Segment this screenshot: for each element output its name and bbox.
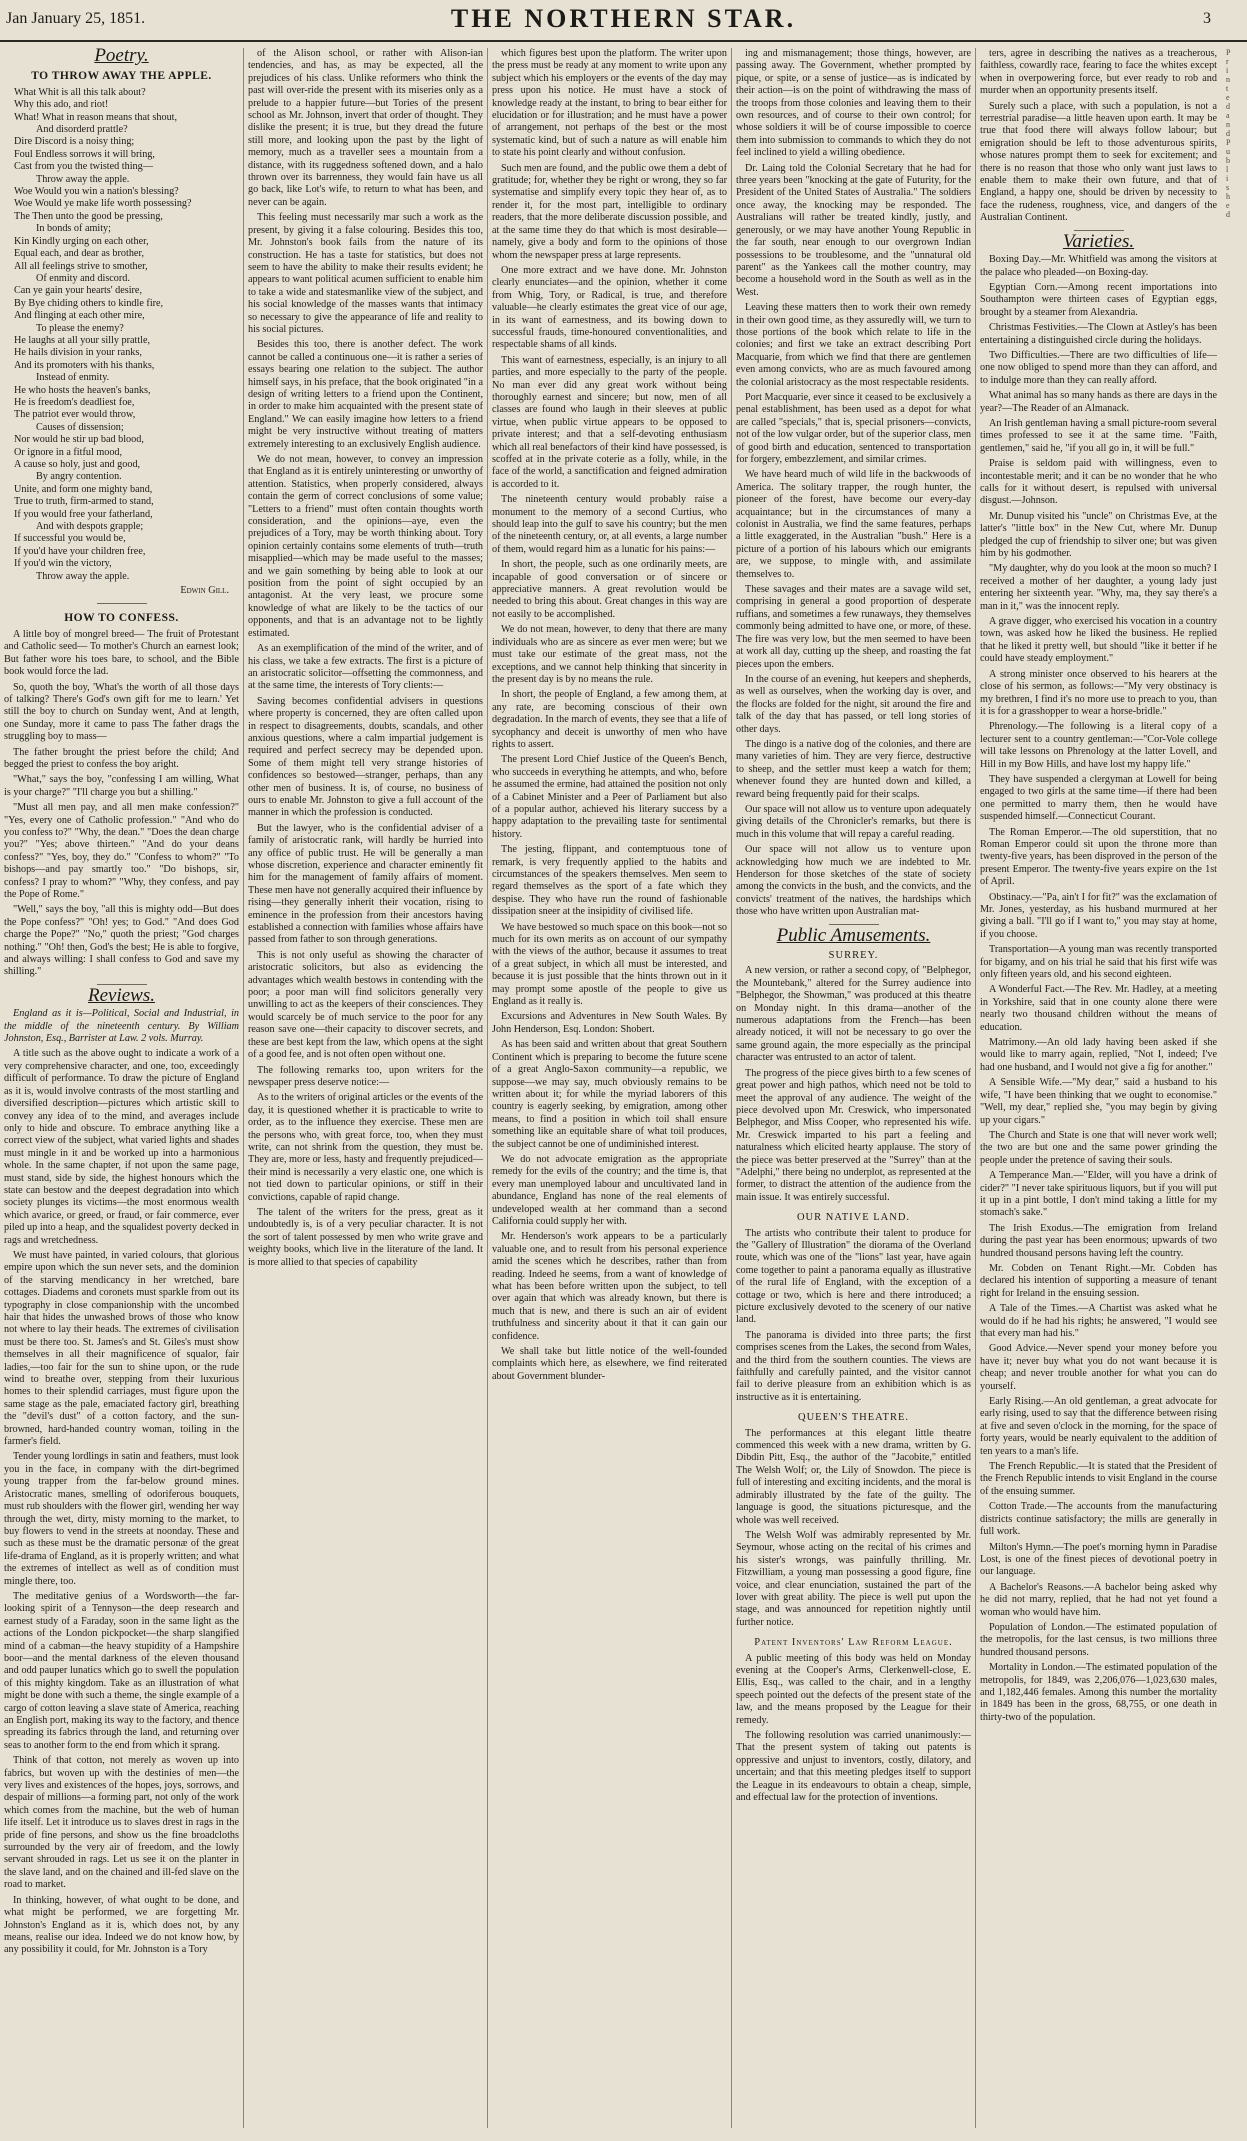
poem-line: To please the enemy? (36, 322, 124, 334)
column-1 (4, 48, 239, 2128)
variety-item: Obstinacy.—"Pa, ain't I for fit?" was the exclamation of Mr. Jones, yesterday, as his husband murmured at her giving a ball. "I'll go if I want to," you may stay at home, if you choose. (980, 891, 1217, 940)
variety-item: Boxing Day.—Mr. Whitfield was among the visitors at the palace who pleaded—on Boxing-day. (980, 254, 1217, 278)
variety-item: Phrenology.—The following is a literal copy of a lecturer sent to a country gentleman:—"Cor-Vole college will take lessons on Phrenology at the latter Lovell, and Hill in my Bow Hills, and have lost my happy life." (980, 721, 1217, 770)
paragraph: Our space will not allow us to venture upon adequately giving details of the Chronicler's remarks, but there is much in this volume that will repay a careful reading. (736, 803, 971, 840)
patent-text (736, 1653, 971, 1805)
variety-item: A Tale of the Times.—A Chartist was asked what he would do if he had his rights; he answered, "I would see that every man had his." (980, 1303, 1217, 1339)
variety-item: The Church and State is one that will never work well; the two are but one and the same power grinding the people under the pretence of saving their souls. (980, 1129, 1217, 1166)
variety-item: The Irish Exodus.—The emigration from Ireland during the past year has been enormous; upwards of two hundred thousand persons having left the country. (980, 1222, 1217, 1259)
paragraph: Tender young lordlings in satin and feathers, must look you in the face, in company with the dirt-begrimed young trapper from the far-below ground mines. Aristocratic manes, smelling of odoriferous bouquets, must rub shoulders with the flower girl, wending her way through the wet, dirty, misty morning to the market, to buy flowers to vend in the streets at noonday. These and such as these must be the dramatic personæ of the great life-drama of England, as it is properly written; and what the extremes of intellect as well as of condition must mingle there, too. (4, 1451, 239, 1587)
paragraph: In thinking, however, of what ought to be done, and what might be performed, we are forgetting Mr. Johnston's England as it is, which does not, by any means, realise our idea. Indeed we do not know how, by any possibility it could, for Mr. Johnston is a Tory (4, 1894, 239, 1956)
paragraph: The Welsh Wolf was admirably represented by Mr. Seymour, whose acting on the recital of his crimes and his sister's wrongs, was painfully thrilling. Mr. Fitzwilliam, a young man possessing a good figure, fine voice, and clear enunciation, sustained the part of the lover with great ability. The piece is well put upon the stage, and was announced for repetition nightly until further notice. (736, 1529, 971, 1628)
paragraph: "What," says the boy, "confessing I am willing, What is your charge?" "I'll charge you but a shilling." (4, 774, 239, 798)
margin-letter: r (1226, 57, 1229, 66)
paragraph: The jesting, flippant, and contemptuous tone of remark, is very frequently applied to the habits and circumstances of the speakers themselves. Men seem to regard themselves as the sport of a fate which they despise. They who have run the round of fashionable dissipation sneer at the insipidity of civilised life. (492, 844, 727, 918)
column-rule (975, 48, 976, 2128)
margin-letter: P (1226, 48, 1231, 57)
margin-letter: u (1226, 147, 1230, 156)
column-3-text (492, 48, 727, 1383)
column-2-text (248, 48, 483, 1269)
paragraph: As an exemplification of the mind of the writer, and of his class, we take a few extracts. The first is a picture of an aristocratic solicitor—offsetting the commonness, and at the same time, the interests of Tory clients:— (248, 643, 483, 692)
varieties-list (980, 254, 1217, 1724)
paragraph: A public meeting of this body was held on Monday evening at the Cooper's Arms, Clerkenwell-close, E. Ellis, Esq., was called to the chair, and in a lengthy speech pointed out the defects of the present state of the law, and the means proposed by the League for their remedy. (736, 1652, 971, 1726)
public-amusements-heading: Public Amusements. (776, 924, 931, 946)
poem-line: True to truth, firm-armed to stand, (14, 496, 154, 508)
poem-line: If you'd have your children free, (14, 545, 146, 557)
margin-letter: h (1226, 192, 1230, 201)
margin-letter: e (1226, 93, 1230, 102)
variety-item: Mr. Dunup visited his "uncle" on Christmas Eve, at the latter's "little box" in the New Cut, where Mr. Dunup pledged the cup of friendship to silver one; but was given him by his godmother. (980, 510, 1217, 560)
poem-title: TO THROW AWAY THE APPLE. (31, 70, 212, 83)
variety-item: A Wonderful Fact.—The Rev. Mr. Hadley, at a meeting in Yorkshire, said that in one county alone there were nearly two thousand children without the means of education. (980, 984, 1217, 1033)
poem-line: Or ignore in a fitful mood, (14, 446, 123, 458)
paragraph: But the lawyer, who is the confidential adviser of a family of aristocratic rank, will hardly be hurried into any office of public trust. He will be generally a man whose discretion, experience and character eminently fit him for the management of family affairs of moment. These men have not generally acquired their influence by rising—they generally inherit their vocation, rising to eminence in the profession from their ancestors having established a connection with families whose affairs have passed from father to son through generations. (248, 822, 483, 946)
poem-line: Of enmity and discord. (36, 272, 130, 284)
poem-line: If successful you would be, (14, 533, 126, 545)
paragraph: The performances at this elegant little theatre commenced this week with a new drama, written by G. Dibdin Pitt, Esq., the author of the "Jacobite," entitled The Welsh Wolf; or, the Lily of Snowdon. The piece is full of interesting and exciting incidents, and the moral is admirably illustrated by the fate of the guilty. The language is good, the situations picturesque, and the whole was well received. (736, 1427, 971, 1526)
margin-letter: b (1226, 156, 1230, 165)
paragraph: We do not advocate emigration as the appropriate remedy for the evils of the country; and the time is, that every man unemployed labour and uncultivated land in abundance, England has none of the real elements of undeveloped wealth at her command than a second California could supply her with. (492, 1153, 727, 1227)
poem-line: All all feelings strive to smother, (14, 260, 148, 272)
margin-letter: d (1226, 129, 1230, 138)
paragraph: Leaving these matters then to work their own remedy in their own good time, as they assuredly will, we turn to those portions of the book which relate to life in the colonies; and first we take an extract describing Port Macquarie, from which we find that there are gentlemen even among convicts, who are as much favoured among the colonial aristocracy as the most respectable residents. (736, 302, 971, 388)
poem-line: Equal each, and dear as brother, (14, 248, 144, 260)
paragraph: A little boy of mongrel breed— The fruit of Protestant and Catholic seed— To mother's Church an earnest look; But father wore his toes bare, to school, and the Bible book would force the lad. (4, 628, 239, 678)
poem-line: If you'd win the victory, (14, 558, 112, 570)
column-5 (980, 48, 1217, 2128)
paragraph: ing and mismanagement; those things, however, are passing away. The Government, whether prompted by pique, or spite, or a sense of justice—as is indicated by their action—is on the point of withdrawing the mass of the troops from those colonies and leaving them to their own resources, and of course to their own control; for whose soldiers it will be of course impossible to coerce them into submission to commands to which they do not feel inclined to yield a willing obedience. (736, 48, 971, 159)
sub-heading: HOW TO CONFESS. (64, 612, 179, 625)
margin-letter: d (1226, 102, 1230, 111)
paragraph: This is not only useful as showing the character of aristocratic solicitors, but also as evidencing the advantages which wealth bestows in contending with the poor; a poor man will find solicitors generally very unwilling to act as the keepers of their consciences. They would scarcely be of much service to the poor for any reason save one—their capacity to discover secrets, and these are best kept from the law, which opens at the sight of a good fee, and is not often open without one. (248, 949, 483, 1061)
paragraph: These savages and their mates are a savage wild set, comprising in general a good proportion of desperate ruffians, and sometimes a few runaways, they themselves commonly being admitted to have one, or more, of these. The fire was very low, but the men seemed to have been at work all day, cutting up the sheep, and roasting the fat pieces upon the embers. (736, 584, 971, 670)
variety-item: Egyptian Corn.—Among recent importations into Southampton were thirteen cases of Egyptian eggs, brought by a steamer from Alexandria. (980, 281, 1217, 318)
paragraph: The talent of the writers for the press, great as it undoubtedly is, is of a very peculiar character. It is not the sort of talent possessed by men who write grave and weighty books, which live in the literature of the land. It is more allied to that species of capability (248, 1206, 483, 1268)
variety-item: Population of London.—The estimated population of the metropolis, for the last census, is two millions three hundred thousand persons. (980, 1621, 1217, 1658)
poem-line: He laughs at all your silly prattle, (14, 334, 151, 346)
column-4-text (736, 48, 971, 919)
paragraph: The father brought the priest before the child; And begged the priest to confess the boy aright. (4, 746, 239, 770)
poem-line: Woe Would ye make life worth possessing? (14, 198, 192, 210)
poem-line: He is freedom's deadliest foe, (14, 396, 135, 408)
review-title: England as it is—Political, Social and Industrial, in the middle of the nineteenth century. By William Johnston, Esq., Barrister at Law. 2 vols. Murray. (4, 1008, 239, 1045)
paragraph: Excursions and Adventures in New South Wales. By John Henderson, Esq. London: Shobert. (492, 1011, 727, 1035)
margin-letter: n (1226, 120, 1230, 129)
poem-line: The Then unto the good be pressing, (14, 210, 163, 222)
variety-item: Early Rising.—An old gentleman, a great advocate for early rising, used to say that the difference between rising at five and seven o'clock in the morning, for the space of forty years, would be nearly equivalent to the addition of ten years to a man's life. (980, 1396, 1217, 1457)
variety-item: They have suspended a clergyman at Lowell for being engaged to two girls at the same time—if there had been one permitted to marry them, then he would have suspended himself.—Connecticut Courant. (980, 773, 1217, 823)
poem-line: Cast from you the twisted thing— (14, 161, 153, 173)
paragraph: We do not mean, however, to deny that there are many individuals who are as sincere as ever men were; but we must take our estimate of the great mass, not the exceptions, and we cannot help thinking that sincerity in the present day is by no means the rule. (492, 624, 727, 685)
column-rule (243, 48, 244, 2128)
column-4 (736, 48, 971, 2128)
native-land-heading: OUR NATIVE LAND. (796, 1212, 911, 1224)
paragraph: Port Macquarie, ever since it ceased to be exclusively a penal establishment, has been used as a depot for what are called "specials," that is, special prisoners—convicts, not of the low vulgar order, but of the superior class, men of good birth and education, sentenced to transportation for forgery, embezzlement, and similar crimes. (736, 391, 971, 465)
poem-line: Causes of dissension; (36, 421, 124, 433)
varieties-heading: Varieties. (1062, 230, 1135, 252)
margin-letter: i (1226, 66, 1229, 75)
masthead (0, 0, 1247, 42)
poem-line: A cause so holy, just and good, (14, 459, 141, 470)
paragraph: The panorama is divided into three parts; the first comprises scenes from the Lakes, the second from Wales, and the third from the southern counties. The views are faithfully and carefully painted, and the visitor cannot fail to derive pleasure from an exhibition which is as instructive as it is entertaining. (736, 1329, 971, 1403)
paragraph: ters, agree in describing the natives as a treacherous, faithless, cowardly race, fearing to face the whites except when in overpowering force, but ever ready to rob and murder when an opportunity presents itself. (980, 48, 1217, 97)
paragraph: Mr. Henderson's work appears to be a particularly valuable one, and to result from his personal experience amid the scenes which he describes, rather than from reading. Indeed he seems, from a want of knowledge of what has been before written upon the subject, to tell over again that which was already known, but there is much that is new, and there is such an air of evident truthfulness and sincerity about it that it can gain our confidence. (492, 1231, 727, 1342)
variety-item: Mr. Cobden on Tenant Right.—Mr. Cobden has declared his intention of supporting a measure of tenant right for Ireland in the ensuing session. (980, 1262, 1217, 1299)
poem-author: Edwin Gill. (180, 585, 229, 597)
poem-line: Nor would he stir up bad blood, (14, 434, 144, 446)
paragraph: In short, the people, such as one ordinarily meets, are incapable of good conversation or of sincere or appreciative manners. A great revolution would be needed to bring this about. Great changes in this way are not easily to be accomplished. (492, 559, 727, 620)
variety-item: Praise is seldom paid with willingness, even to incontestable merit; and it can be no wonder that he who calls for it without desert, is repulsed with universal disgust.—Johnson. (980, 458, 1217, 507)
margin-letter: d (1226, 210, 1230, 219)
paragraph: In short, the people of England, a few among them, at any rate, are becoming conscious of their own degradation. In the march of events, they see that a life of sycophancy and deceit is unworthy of men who have rights to assert. (492, 689, 727, 750)
variety-item: Cotton Trade.—The accounts from the manufacturing districts continue satisfactory; the mills are generally in full work. (980, 1501, 1217, 1538)
paragraph: Think of that cotton, not merely as woven up into fabrics, but woven up with the destinies of men—the very lives and existences of the hopes, joys, sorrows, and despair of millions—a forming part, not only of the work which comes from the machine, but the web of human life itself. Let it introduce us to slaves drest in rags in the pride of fine persons, and show us the fine broadcloths surrounded by the very air of freedom, and the lowly servant shrouded in rags. Let us see it on the planter in the slave land, and on the chained and ill-fed slave on the road to market. (4, 1755, 239, 1891)
paragraph: "Must all men pay, and all men make confession?" "Yes, every one of Catholic profession." "And who do you confess to?" "Why, the dean." "Does the dean charge you?" "Yes; above thirteen." "And do your deans confess?" "Yes, boy, they do." "Confess to whom?" "To bishops—and pay smartly too." "Do bishops, sir, confess? I pray to whom?" "Why, they confess, and pay the Pope of Rome." (4, 802, 239, 900)
paragraph: Dr. Laing told the Colonial Secretary that he had for three years been "knocking at the gate of Futurity, for the President of the United States of Australia." The soldiers once away, the knocking may be responded. The Australians will rather be treated kindly, justly, and generously, or we may have another Young Republic in the far south, near enough to our overgrown Indian possessions to be troublesome, and the "unnatural old parent" as the Yankees call the mother country, may become a household word in the South as well as in the West. (736, 162, 971, 298)
poem-line: And with despots grapple; (36, 521, 144, 533)
paragraph: The present Lord Chief Justice of the Queen's Bench, who succeeds in everything he attempts, and who, before he assumed the ermine, had attained the position not only of a Cabinet Minister and a Peer of Parliament but also of a popular author, achieved his literary success by a happy adaptation to the prevailing taste for sentimental history. (492, 754, 727, 840)
issue-date: Jan January 25, 1851. (6, 10, 146, 27)
margin-letter: e (1226, 201, 1230, 210)
margin-imprint (1226, 48, 1244, 2128)
review-text (4, 1048, 239, 1956)
column-rule (731, 48, 732, 2128)
paragraph: We have bestowed so much space on this book—not so much for its own merits as on account of our sympathy with the views of the author, because it assumes to treat of a great subject, in which all must be interested, and because it is just possible that the hints thrown out in it may prompt some apostle of the people to give us England as it really is. (492, 921, 727, 1008)
variety-item: A strong minister once observed to his hearers at the close of his sermon, as follows:—"My very obstinacy is my brethren, I find it's no more use to preach to you, than it is for a grasshopper to wear a horse-bridle." (980, 668, 1217, 717)
paragraph: This want of earnestness, especially, is an injury to all parties, and more especially to the party of the people. No man ever did any great work without being thoroughly earnest and sincere; but now, men of all classes are found who laugh in their sleeves at public virtue, when public virtue appears to be opposed to private interest; and that a self-devoting enthusiasm which all real benefactors of their kind have possessed, is scoffed at in the private coterie as a folly, while, in the face of the world, a sanctification and feigned admiration is accorded to it. (492, 354, 727, 490)
poem-line: The patriot ever would throw, (14, 409, 136, 421)
paragraph: The following resolution was carried unanimously:—That the present system of taking out patents is oppressive and unjust to inventors, costly, dilatory, and uncertain; and that this meeting pledges itself to support the League in its endeavours to obtain a cheap, simple, and effectual law for the protection of inventions. (736, 1730, 971, 1804)
paragraph: "Well," says the boy, "all this is mighty odd—But does the Pope confess?" "Oh! yes; to God." "And does God charge the Pope?" "No," quoth the priest; "God charges nothing." "Oh! then, God's the best; He is able to forgive, and always willing: I shall confess to God and save my shilling." (4, 904, 239, 978)
paragraph: Saving becomes confidential advisers in questions where property is concerned, they are often called upon in respect to disagreements, doubts, scandals, and other anxious questions, where a calm impartial judgement is required and perfect secrecy may be depended upon. Some of them might tell very strange histories of confidences so bestowed—stranger, perhaps, than any other men of business. It is, of course, no business of ours to enable Mr. Johnston to give a full account of the manner in which the profession is conducted. (248, 695, 483, 819)
native-land-text (736, 1228, 971, 1405)
paragraph: The dingo is a native dog of the colonies, and there are many varieties of him. They are very fierce, destructive to sheep, and the settler must keep a watch for them; whenever found they are hunted down and killed, a reward being frequently paid for their scalps. (736, 738, 971, 800)
paragraph: which figures best upon the platform. The writer upon the press must be ready at any moment to write upon any subject which his employers or the events of the day may press upon his notice. He must have a stock of knowledge ready at the instant, to bring to bear either for elucidation or for illustration; and he must have a power of arrangement, not perhaps of the best or the most systematic kind, but of such a nature as will enable him to state his point clearly and without confusion. (492, 48, 727, 159)
poem-line: By Bye chiding others to kindle fire, (14, 297, 164, 309)
variety-item: A Sensible Wife.—"My dear," said a husband to his wife, "I have been thinking that we ought to economise." "Well, my dear," replied she, "you may begin by giving up your cigars." (980, 1077, 1217, 1126)
poem-line: And disorderd prattle? (36, 124, 128, 136)
queens-heading: QUEEN'S THEATRE. (797, 1412, 910, 1424)
surrey-heading: SURREY. (828, 950, 879, 962)
variety-item: Milton's Hymn.—The poet's morning hymn in Paradise Lost, is one of the finest pieces of devotional poetry in our language. (980, 1541, 1217, 1578)
poem-line: Throw away the apple. (36, 570, 130, 582)
paragraph: Our space will not allow us to venture upon acknowledging how much we are indebted to Mr. Henderson for those sketches of the state of society among the convicts in the bush, and the convicts, and the convicts' treatment of the natives, the hardships which those who have written upon Australian mat- (736, 844, 971, 918)
newspaper-title: THE NORTHERN STAR. (450, 4, 797, 33)
paragraph: So, quoth the boy, 'What's the worth of all those days of talking? There's God's own gift for me to learn.' Yet still the boy to church on Sunday went, And at length, one Sunday, more it came to pass The father drags the struggling boy to mass— (4, 681, 239, 743)
paragraph: In the course of an evening, hut keepers and shepherds, as well as ourselves, when the working day is over, and the flocks are folded for the night, sit around the fire and talk of the day that has passed, or tell long stories of other days. (736, 673, 971, 735)
variety-item: Two Difficulties.—There are two difficulties of life—one now obliged to spend more than they can afford, and to indulge more than they can really afford. (980, 349, 1217, 386)
variety-item: The Roman Emperor.—The old superstition, that no Roman Emperor could sit upon the throne more than twenty-five years, has been disproved in the person of the present Emperor. The twenty-five years expire on the 1st of April. (980, 826, 1217, 888)
margin-letter: i (1226, 174, 1229, 183)
variety-item: "My daughter, why do you look at the moon so much? I received a mother of her daughter, a young lady just entering her sixteenth year. "Why, ma, they say there's a man in it," was the innocent reply. (980, 563, 1217, 612)
paragraph: As has been said and written about that great Southern Continent which is preparing to become the future scene of a great Anglo-Saxon community—a republic, we suppose—we may say, much obviously remains to be written about it; for while the myriad laborers of this country is eagerly seeking, by emigration, among other means, to find a position in which toil shall ensure something like an equitable share of what toil produces, the subject cannot be one of undiminished interest. (492, 1039, 727, 1150)
poem-line: Foul Endless sorrows it will bring, (14, 148, 155, 160)
paragraph: Such men are found, and the public owe them a debt of gratitude; for, whether they be right or wrong, they so far systematise and simplify every topic they hear of, as to render it, for the most part, intelligible to ordinary readers, that the more deliberate discussion possible, and at the same time they do that which is most desirable—namely, give a body and form to the opinions of those whom the newspaper press at large represents. (492, 162, 727, 261)
variety-item: A grave digger, who exercised his vocation in a country town, was asked how he liked the business. He replied that he liked it pretty well, but should "like it better if he could have steady employment." (980, 616, 1217, 665)
reviews-heading: Reviews. (87, 984, 155, 1006)
poem-line: And flinging at each other mire, (14, 310, 145, 322)
paragraph: A title such as the above ought to indicate a work of a very comprehensive character, and one, too, exceedingly difficult of performance. To draw the picture of England as it is, would involve contrasts of the most startling and diversified description—pictures which artistic skill to convey any idea of to the mind, and averages include only to hide and obscure. To embrace anything like a correct view of the subject, what varied lights and shades must mingle in it and be worked up into a harmonious whole. In the same chapter, if not upon the same page, must stand, side by side, the highest honours which the state can bestow and the deepest degradation into which society plunges its victims—the most enormous wealth which avarice, or greed, or fraud, or fair commerce, ever piled up into a heap, and the squalidest poverty decked in rags and wretchedness. (4, 1048, 239, 1246)
poem (4, 87, 239, 583)
column-2 (248, 48, 483, 2128)
margin-letter: P (1226, 138, 1231, 147)
margin-letter: l (1226, 165, 1229, 174)
paragraph: This feeling must necessarily mar such a work as the present, by giving it a false colouring. Besides this too, Mr. Johnston's book fails from the nature of its construction. He has a taste for statistics, but does not seem to have the ability to make their results evident; he appears to want political acumen sufficient to enable him to take a wide and statesmanlike view of the subject, and his social knowledge of the masses wants that intimacy so necessary to give the appearance of life and reality to his social pictures. (248, 212, 483, 335)
variety-item: The French Republic.—It is stated that the President of the French Republic intends to visit England in the course of the ensuing summer. (980, 1461, 1217, 1497)
variety-item: A Bachelor's Reasons.—A bachelor being asked why he did not marry, replied, that he had not yet found a woman who would have him. (980, 1581, 1217, 1618)
poem-line: Dire Discord is a noisy thing; (14, 136, 135, 148)
column-5-text (980, 48, 1217, 225)
paragraph: The artists who contribute their talent to produce for the "Gallery of Illustration" the diorama of the Overland route, which was one of the "lions" last year, have again come together to paint a panorama equally as illustrative of the rural life of England, with the exception of a cottage or two, which is here and there introduced; a picture exclusively devoted to the scenery of our native land. (736, 1227, 971, 1326)
poem-line: Can ye gain your hearts' desire, (14, 285, 143, 297)
poem-line: Woe Would you win a nation's blessing? (14, 186, 179, 198)
poem-line: In bonds of amity; (36, 223, 111, 235)
patent-heading: Patent Inventors' Law Reform League. (754, 1637, 953, 1649)
paragraph: The nineteenth century would probably raise a monument to the memory of a second Curtius, who should leap into the gulf to save his country; but the men of the nineteenth century, or, at all events, a large number of them, would regard him as a lunatic for his pains:— (492, 494, 727, 555)
paragraph: The meditative genius of a Wordsworth—the far-looking spirit of a Tennyson—the deep research and earnest study of a Faraday, soon in the same light as the actions of the London pickpocket—the sharp slangified mind of a cabman—the heavy stupidity of a Hampshire boor—and the mental darkness of the eleven thousand and odd pauper lunatics which go to swell the population of this mighty kingdom. Take as an illustration of what might be done with such a theme, the single example of a cargo of cotton leaving a slave state of America, reaching an English port, making its way to the factory, and thence spreading its fabrics through the land, and returning over seas to another form to the end from which it sprang. (4, 1590, 239, 1751)
variety-item: What animal has so many hands as there are days in the year?—The Reader of an Almanack. (980, 390, 1217, 414)
column-rule (487, 48, 488, 2128)
paragraph: of the Alison school, or rather with Alison-ian tendencies, and has, as may be expected, all the prejudices of his class. Unlike reformers who think the past will over-ride the present with its miseries only as a prelude to a happier future—but Tories of the present school as Mr. Johnson, invert that order of thought. They dislike the present; it is true, but they dread the future still more, and looking upon the past by the light of memory, much as a traveller sees a mountain from a distance, with its ruggedness softened down, and a halo thrown over its barrenness, they would fain have us all go back, like Lot's wife, to return to what has been, and never can be again. (248, 48, 483, 208)
variety-item: Mortality in London.—The estimated population of the metropolis, for 1849, was 2,206,076—1,023,630 males, and 1,182,446 females. Among this number the mortality in 1849 has been in the gross, 68,755, or one death in thirty-two of the population. (980, 1662, 1217, 1723)
poem-line: What! What in reason means that shout, (14, 111, 178, 123)
column-3 (492, 48, 727, 2128)
poem-line: What Whit is all this talk about? (14, 86, 146, 98)
variety-item: Matrimony.—An old lady having been asked if she would like to marry again, replied, "Not I, indeed; I've had one husband, and I would not give a fig for another." (980, 1037, 1217, 1073)
variety-item: An Irish gentleman having a small picture-room several times professed to see it at the same time. "Faith, gentlemen," said he, "if you all go in, it will be full." (980, 417, 1217, 454)
poem-line: Unite, and form one mighty band, (14, 483, 153, 495)
paragraph: As to the writers of original articles or the events of the day, it is questioned whether it is practicable to write to order, as to the influence they exercise. These men are the persons who, with great force, too, when they must write, can not shrink from the question, they must be. They are, more or less, hasty and frequently prejudiced—their mind is necessarily a very elastic one, one which is not tied down to particular opinions, or stiff in their convictions, capable of rapid change. (248, 1092, 483, 1203)
paragraph: Besides this too, there is another defect. The work cannot be called a continuous one—it is rather a series of essays bearing one relation to the subject. The author himself says, in his preface, that the book originated "in a design of writing letters to a friend upon the Continent, in order to make him acquainted with the present state of England." We can easily imagine how letters to a friend might be very instructive without treating of matters extremely interesting to an exclusively English audience. (248, 339, 483, 450)
poem-line: Kin Kindly urging on each other, (14, 235, 149, 247)
divider (97, 603, 147, 604)
paragraph: We shall take but little notice of the well-founded complaints which here, as elsewhere, we find reiterated about Government blunder- (492, 1346, 727, 1382)
paragraph: Surely such a place, with such a population, is not a terrestrial paradise—a little heaven upon earth. It may be true that food there will always follow labour; but emigration should be left to those adventurous spirits, whose natures prompt them to seek for excitement; and there is no reason that those who only want just laws to enable them to make their own future, and that of England, a happy one, should be driven by necessity to face the rudeness, roughness, vice, and dangers of the Australian Continent. (980, 100, 1217, 224)
variety-item: Transportation—A young man was recently transported for bigamy, and on his trial he said that his first wife was only fifteen years old, and his second eighteen. (980, 944, 1217, 981)
margin-letter: s (1226, 183, 1230, 192)
poem-line: Why this ado, and riot! (14, 99, 109, 111)
margin-letter: a (1226, 111, 1230, 120)
margin-letter: n (1226, 75, 1230, 84)
variety-item: Christmas Festivities.—The Clown at Astley's has been entertaining a distinguished circle during the holidays. (980, 322, 1217, 346)
surrey-text (736, 965, 971, 1204)
poem-line: He who hosts the heaven's banks, (14, 384, 151, 396)
paragraph: The progress of the piece gives birth to a few scenes of great power and high pathos, which need not be told to meet the approval of any audience. The weight of the piece devolved upon Mr. Creswick, who impersonated Belphegor, and Miss Cooper, who represented his wife. Mr. Creswick imparted to his part a feeling and naturalness which elicited hearty applause. The story of the piece was better preserved at the "Surrey" than at the "Adelphi," there being no underplot, as represented at the former, to distract the attention of the audience from the main issue. It was entirely successful. (736, 1067, 971, 1203)
poem-line: Instead of enmity. (36, 372, 110, 384)
poem-line: By angry contention. (36, 471, 122, 483)
queens-text (736, 1428, 971, 1630)
poetry-heading: Poetry. (94, 48, 149, 66)
poem-line: Throw away the apple. (36, 173, 130, 185)
confess-text (4, 629, 239, 979)
margin-letter: t (1226, 84, 1229, 93)
paragraph: A new version, or rather a second copy, of "Belphegor, the Mountebank," altered for the Surrey audience into "Belphegor, the Showman," was produced at this theatre on Monday night. In this drama—another of the numerous adaptations from the French—has been already noticed, it will not be necessary to go over the same ground again, the more especially as the principal character was entrusted to an actor of talent. (736, 965, 971, 1064)
poem-line: If you would free your fatherland, (14, 508, 153, 520)
variety-item: A Temperance Man.—"Elder, will you have a drink of cider?" "I never take spirituous liquors, but if you will put it up in a pint bottle, I don't mind taking a little for my stomach's sake." (980, 1170, 1217, 1219)
poem-line: And its promoters with his thanks, (14, 359, 155, 371)
paragraph: The following remarks too, upon writers for the newspaper press deserve notice:— (248, 1064, 483, 1088)
poem-line: He hails division in your ranks, (14, 347, 142, 359)
paragraph: We have heard much of wild life in the backwoods of America. The solitary trapper, the rough hunter, the pioneer of the forest, have become our every-day acquaintance; but in the circumstances of many a colonist in Australia, we find the same features, perhaps a little exaggerated, in the Australian "bush." Here is a picture of a portion of his labours which our emigrants are, we suppose, to mingle with, and assimilate themselves to. (736, 469, 971, 580)
paragraph: We must have painted, in varied colours, that glorious empire upon which the sun never sets, and the dominion of the starving mendicancy in her wretched, bare cottages. Diadems and coronets must sparkle from out its typography in close companionship with the uncombed hair that hides the unwashed brows of those who know not where to lay their heads. The extremes of civilisation must be there too. St. James's and St. Giles's must show themselves in all their magnificence of squalor, fair ladies,—too fair for the sun to shine upon, or the rude wind to breathe over, stepping from their luxurious homes to their splendid carriages, must figure upon the same stage as the pale, emaciated factory girl, breathing the "devil's dust" of a cotton factory, and the sun-browned, hard-handed country woman, toiling in the farmer's field. (4, 1249, 239, 1448)
variety-item: Good Advice.—Never spend your money before you have it; never buy what you do not want because it is cheap; and never trouble another for what you can do yourself. (980, 1343, 1217, 1392)
paragraph: One more extract and we have done. Mr. Johnston clearly enunciates—and the opinion, whether it come from Whig, Tory, or Radical, is true, and therefore valuable—he clearly estimates the great vice of our age, in its want of earnestness, and its bowing down to successful frauds, time-honoured conventionalities, and respectable shams of all kinds. (492, 264, 727, 351)
paragraph: We do not mean, however, to convey an impression that England as it is entirely uninteresting or unworthy of attention. Statistics, when properly considered, always contain the germ of correct conclusions of some value; "Letters to a friend" must often contain thoughts worth consideration, and the opinions—aye, even the prejudices of a Tory, may be worth thinking about. Tory opinion certainly contains some elements of truth—truth misapplied—which may be made useful to the masses; and we gain something by being able to look at our position from the point of sight occupied by an antagonist. At the very least, we procure some knowledge of what are likely to be the tactics of our opponents, and that is an advantage not to be lightly estimated. (248, 454, 483, 639)
page-number: 3 (1203, 10, 1211, 27)
